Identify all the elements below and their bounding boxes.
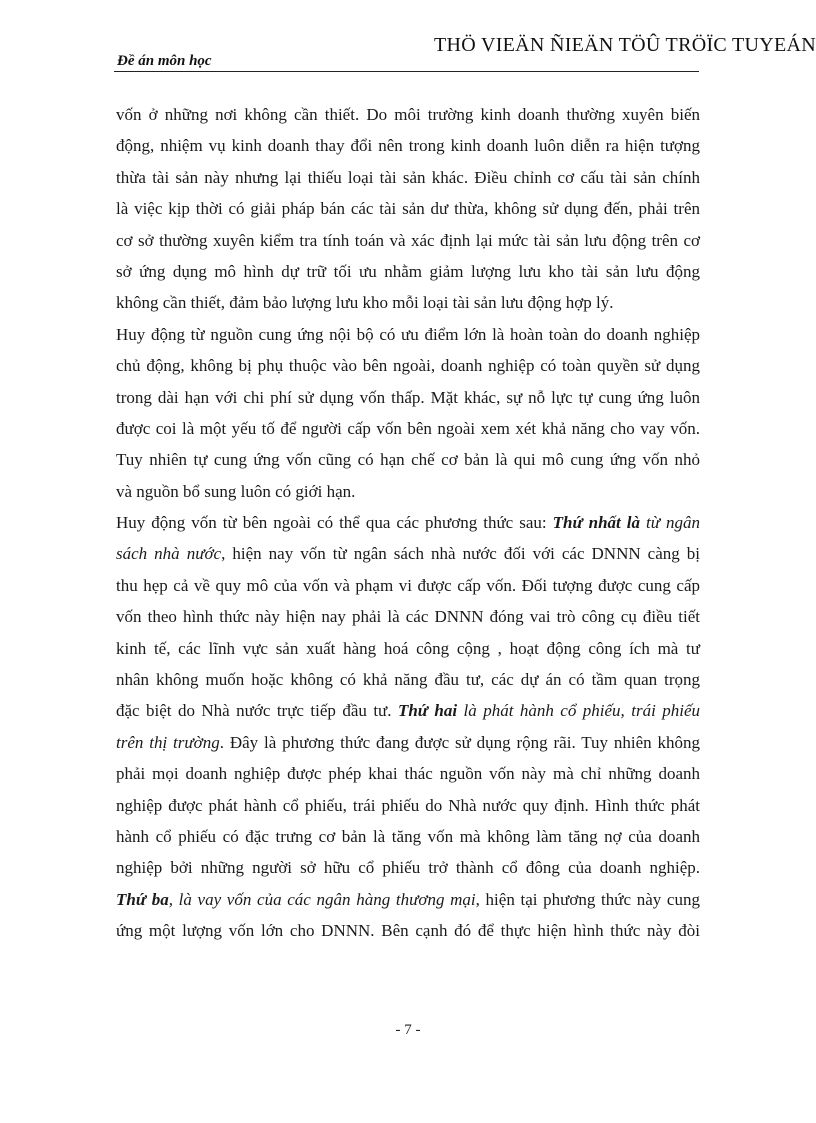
text-line bbox=[116, 884, 700, 915]
text-line: nhân không muốn hoặc không có khả năng đầu tư, các dự án có tầm quan trọng bbox=[116, 670, 700, 690]
text-run: , hiện nay vốn từ ngân sách nhà nước đối với các DNNN càng bị bbox=[221, 544, 700, 564]
emphasis-source: sách nhà nước bbox=[116, 544, 222, 564]
text-line: không cần thiết, đảm bảo lượng lưu kho mỗi loại tài sản lưu động hợp lý. bbox=[116, 293, 614, 313]
page-number: - 7 - bbox=[395, 1022, 421, 1038]
text-line: kinh tế, các lĩnh vực sản xuất hàng hoá công cộng , hoạt động công ích mà tư bbox=[116, 638, 700, 658]
text-line: sở ứng dụng mô hình dự trữ tối ưu nhằm giảm lượng lưu kho tài sản lưu động bbox=[116, 261, 700, 281]
text-line: động, nhiệm vụ kinh doanh thay đổi nên trong kinh doanh luôn diễn ra hiện tượng bbox=[116, 136, 700, 156]
text-line: Huy động từ nguồn cung ứng nội bộ có ưu điểm lớn là hoàn toàn do doanh nghiệp bbox=[116, 324, 700, 344]
text-line: ứng một lượng vốn lớn cho DNNN. Bên cạnh đó để thực hiện hình thức này đòi bbox=[116, 921, 700, 941]
text-run: đặc biệt do Nhà nước trực tiếp đầu tư. bbox=[116, 701, 392, 721]
text-run: Huy động vốn từ bên ngoài có thể qua các phương thức sau: bbox=[116, 513, 547, 533]
text-line: vốn ở những nơi không cần thiết. Do môi trường kinh doanh thường xuyên biến bbox=[116, 105, 700, 124]
watermark-text: THÖ VIEÄN ÑIEÄN TÖÛ TRÖÏC TUYEÁN bbox=[434, 34, 816, 56]
emphasis-source: là phát hành cổ phiếu, trái phiếu bbox=[463, 701, 700, 721]
text-line: được coi là một yếu tố để người cấp vốn bên ngoài xem xét khả năng cho vay vốn. bbox=[116, 418, 700, 438]
text-line bbox=[116, 695, 700, 726]
text-run: . Đây là phương thức đang được sử dụng rộng rãi. Tuy nhiên không bbox=[219, 732, 700, 752]
text-line: cơ sở thường xuyên kiểm tra tính toán và xác định lại mức tài sản lưu động trên cơ bbox=[116, 230, 700, 250]
emphasis-first: Thứ nhất là bbox=[552, 513, 641, 533]
emphasis-third: Thứ ba bbox=[116, 889, 169, 909]
text-line bbox=[116, 507, 700, 538]
text-line: Tuy nhiên tự cung ứng vốn cũng có hạn chế cơ bản là qui mô cung ứng vốn nhỏ bbox=[116, 450, 700, 470]
text-line: và nguồn bổ sung luôn có giới hạn. bbox=[116, 481, 356, 501]
text-line: trong dài hạn với chi phí sử dụng vốn thấp. Mặt khác, sự nỗ lực tự cung ứng luôn bbox=[116, 387, 700, 407]
text-line bbox=[116, 538, 700, 569]
text-line: là việc kịp thời có giải pháp bán các tài sản dư thừa, không sử dụng đến, phải trên bbox=[116, 199, 700, 219]
text-line: thừa tài sản này nhưng lại thiếu loại tài sản khác. Điều chỉnh cơ cấu tài sản chính bbox=[116, 167, 700, 187]
text-line: thu hẹp cả về quy mô của vốn và phạm vi được cấp vốn. Đối tượng được cung cấp bbox=[116, 575, 700, 595]
text-line: nghiệp bởi những người sở hữu cổ phiếu trở thành cổ đông của doanh nghiệp. bbox=[116, 858, 700, 878]
emphasis-second: Thứ hai bbox=[397, 701, 458, 721]
emphasis-source: từ ngân bbox=[646, 513, 701, 533]
header-label: Đề án môn học bbox=[117, 53, 212, 69]
text-line: chủ động, không bị phụ thuộc vào bên ngoài, doanh nghiệp có toàn quyền sử dụng bbox=[116, 356, 700, 376]
emphasis-source: trên thị trường bbox=[116, 732, 220, 752]
text-line bbox=[116, 727, 700, 758]
text-line: vốn theo hình thức này hiện nay phải là các DNNN đóng vai trò công cụ điều tiết bbox=[116, 607, 700, 627]
emphasis-source: , là vay vốn của các ngân hàng thương mại bbox=[168, 889, 476, 909]
header-rule bbox=[114, 71, 699, 72]
text-line: nghiệp được phát hành cổ phiếu, trái phiếu do Nhà nước quy định. Hình thức phát bbox=[116, 795, 700, 815]
text-line: hành cổ phiếu có đặc trưng cơ bản là tăng vốn mà không làm tăng nợ của doanh bbox=[116, 826, 700, 846]
text-line: phải mọi doanh nghiệp được phép khai thác nguồn vốn này mà chỉ những doanh bbox=[116, 764, 700, 784]
body-text bbox=[116, 99, 700, 947]
text-run: , hiện tại phương thức này cung bbox=[475, 889, 700, 909]
